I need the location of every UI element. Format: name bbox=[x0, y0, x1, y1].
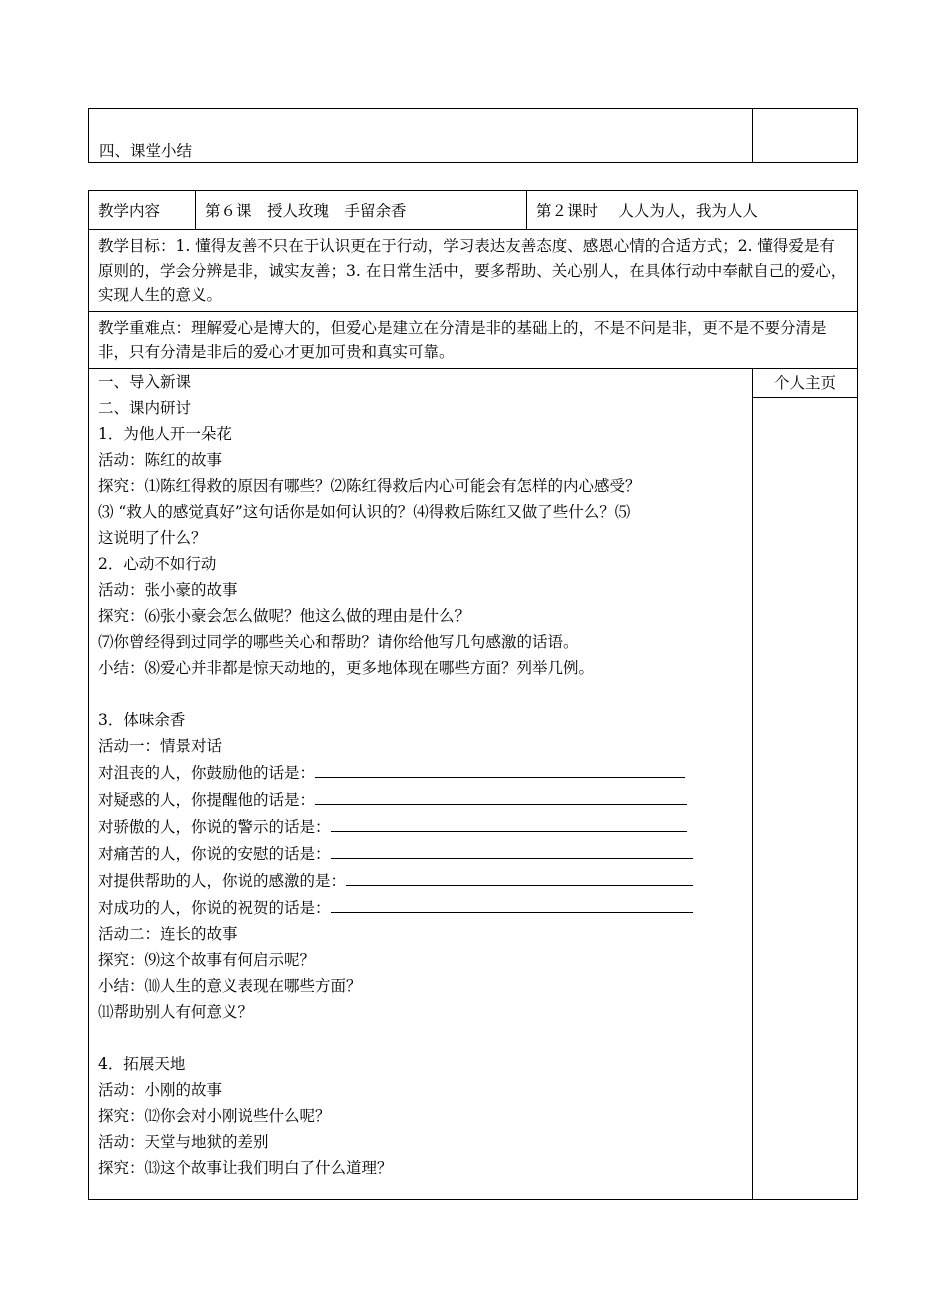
lesson-steps bbox=[98, 369, 746, 759]
lesson-plan-table bbox=[88, 190, 858, 1200]
lesson-line: ⑶ “救人的感觉真好”这句话你是如何认识的？⑷得救后陈红又做了些什么？⑸ bbox=[98, 502, 631, 521]
lesson-line: 活动：陈红的故事 bbox=[98, 450, 223, 469]
lesson-line: 活动二：连长的故事 bbox=[98, 924, 238, 943]
dialogue-prompt: 对提供帮助的人，你说的感激的是： bbox=[98, 871, 347, 890]
lesson-line: 探究：⑴陈红得救的原因有哪些？⑵陈红得救后内心可能会有怎样的内心感受？ bbox=[98, 476, 641, 495]
lesson-line: 3．体味余香 bbox=[98, 710, 186, 729]
answer-blank[interactable] bbox=[331, 894, 693, 913]
dialogue-line bbox=[98, 786, 746, 813]
lesson-line: 活动：张小豪的故事 bbox=[98, 580, 238, 599]
key-points: 教学重难点：理解爱心是博大的，但爱心是建立在分清是非的基础上的，不是不问是非，更不是不要分清是非，只有分清是非后的爱心才更加可贵和真实可靠。 bbox=[89, 311, 858, 368]
answer-blank[interactable] bbox=[315, 759, 684, 778]
dialogue-prompt: 对疑惑的人，你提醒他的话是： bbox=[98, 790, 316, 809]
dialogue-line bbox=[98, 840, 746, 867]
personal-notes-title: 个人主页 bbox=[753, 369, 857, 398]
lesson-line: 小结：⑻爱心并非都是惊天动地的，更多地体现在哪些方面？列举几例。 bbox=[98, 658, 595, 677]
lesson-line: 探究：⑹张小豪会怎么做呢？他这么做的理由是什么？ bbox=[98, 606, 471, 625]
lesson-line: 4．拓展天地 bbox=[98, 1054, 186, 1073]
dialogue-exercises bbox=[98, 759, 746, 921]
lesson-period: 第２课时 人人为人，我为人人 bbox=[527, 191, 858, 230]
answer-blank[interactable] bbox=[331, 840, 693, 859]
dialogue-prompt: 对成功的人，你说的祝贺的话是： bbox=[98, 898, 331, 917]
spacer-line bbox=[98, 1025, 746, 1051]
lesson-line: 活动：天堂与地狱的差别 bbox=[98, 1132, 269, 1151]
content-label: 教学内容 bbox=[89, 191, 196, 230]
answer-blank[interactable] bbox=[315, 786, 686, 805]
summary-cell bbox=[89, 109, 753, 163]
lesson-line: 一、导入新课 bbox=[98, 372, 192, 391]
dialogue-line bbox=[98, 867, 746, 894]
lesson-steps-continued bbox=[98, 921, 746, 1181]
sidebar-cell bbox=[753, 368, 858, 1199]
lesson-line: 活动：小刚的故事 bbox=[98, 1080, 223, 1099]
lesson-line: 探究：⑿你会对小刚说些什么呢？ bbox=[98, 1106, 331, 1125]
summary-side-cell bbox=[753, 109, 858, 163]
dialogue-line bbox=[98, 894, 746, 921]
summary-title: 四、课堂小结 bbox=[99, 142, 193, 160]
lesson-line: 二、课内研讨 bbox=[98, 398, 192, 417]
lesson-line: ⑾帮助别人有何意义？ bbox=[98, 1002, 254, 1021]
lesson-line: 探究：⒀这个故事让我们明白了什么道理？ bbox=[98, 1158, 393, 1177]
dialogue-line bbox=[98, 813, 746, 840]
answer-blank[interactable] bbox=[346, 867, 692, 886]
answer-blank[interactable] bbox=[331, 813, 687, 832]
dialogue-prompt: 对沮丧的人，你鼓励他的话是： bbox=[98, 763, 316, 782]
lesson-line: 1．为他人开一朵花 bbox=[98, 424, 232, 443]
lesson-line: 探究：⑼这个故事有何启示呢？ bbox=[98, 950, 316, 969]
summary-table bbox=[88, 108, 858, 163]
lesson-line: 这说明了什么？ bbox=[98, 528, 207, 547]
lesson-title: 第６课 授人玫瑰 手留余香 bbox=[196, 191, 527, 230]
dialogue-line bbox=[98, 759, 746, 786]
lesson-line: 小结：⑽人生的意义表现在哪些方面？ bbox=[98, 976, 362, 995]
lesson-line: ⑺你曾经得到过同学的哪些关心和帮助？请你给他写几句感激的话语。 bbox=[98, 632, 579, 651]
dialogue-prompt: 对痛苦的人，你说的安慰的话是： bbox=[98, 844, 331, 863]
lesson-body bbox=[89, 368, 753, 1199]
lesson-line: 2．心动不如行动 bbox=[98, 554, 217, 573]
lesson-line: 活动一：情景对话 bbox=[98, 736, 223, 755]
dialogue-prompt: 对骄傲的人，你说的警示的话是： bbox=[98, 817, 331, 836]
spacer-line bbox=[98, 681, 746, 707]
teaching-objectives: 教学目标：1. 懂得友善不只在于认识更在于行动，学习表达友善态度、感恩心情的合适方式；2. 懂得爱是有原则的，学会分辨是非，诚实友善；3. 在日常生活中，要多帮助、关心别人，在具体行动中奉献自己的爱心，实现人生的意义。 bbox=[89, 230, 858, 312]
